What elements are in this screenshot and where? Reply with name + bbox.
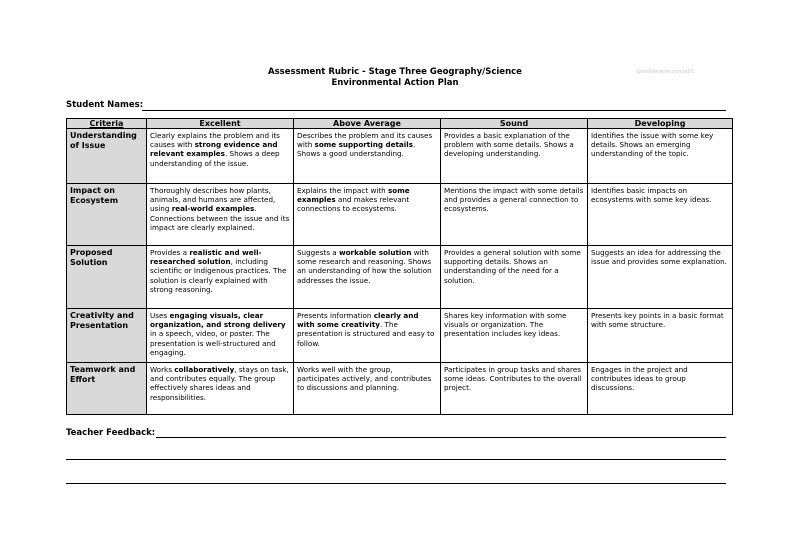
descriptor-text: Explains the impact with: [297, 186, 388, 195]
descriptor-excellent: [147, 129, 294, 184]
descriptor-above-average: [294, 184, 441, 246]
descriptor-emphasis: some supporting details: [314, 140, 413, 150]
table-row: [67, 363, 733, 415]
criteria-cell: Teamwork and Effort: [67, 363, 147, 415]
descriptor-text: Engages in the project and contributes ideas to group discussions.: [591, 365, 688, 393]
descriptor-text: Clearly explains the problem and its causes with: [150, 131, 280, 150]
descriptor-text: Provides a basic explanation of the problem with some details. Shows a developing understanding.: [444, 131, 574, 159]
descriptor-text: Shares key information with some visuals or organization. The presentation includes key ideas.: [444, 311, 567, 339]
descriptor-text: Mentions the impact with some details and provides a general connection to ecosystems.: [444, 186, 584, 214]
descriptor-developing: [588, 246, 733, 309]
descriptor-text: . Shows a good understanding.: [297, 140, 416, 159]
student-names-line: [142, 110, 726, 111]
criteria-cell: Impact on Ecosystem: [67, 184, 147, 246]
descriptor-excellent: [147, 363, 294, 415]
descriptor-text: Provides a general solution with some supporting details. Shows an understanding of the need for a solution.: [444, 248, 581, 285]
descriptor-emphasis: clearly and with some creativity: [297, 311, 419, 330]
descriptor-sound: [441, 129, 588, 184]
descriptor-text: Identifies basic impacts on ecosystems with some key ideas.: [591, 186, 712, 205]
table-row: [67, 246, 733, 309]
descriptor-sound: [441, 309, 588, 363]
descriptor-above-average: [294, 129, 441, 184]
descriptor-excellent: [147, 309, 294, 363]
descriptor-emphasis: realistic and well-researched solution: [150, 248, 262, 267]
descriptor-text: Presents key points in a basic format with some structure.: [591, 311, 724, 330]
descriptor-developing: [588, 184, 733, 246]
criteria-cell: Understanding of Issue: [67, 129, 147, 184]
descriptor-text: Describes the problem and its causes with: [297, 131, 433, 150]
table-row: [67, 184, 733, 246]
descriptor-developing: [588, 309, 733, 363]
descriptor-emphasis: strong evidence and relevant examples: [150, 140, 278, 159]
descriptor-text: Participates in group tasks and shares some ideas. Contributes to the overall project.: [444, 365, 582, 393]
descriptor-text: with some research and reasoning. Shows an understanding of how the solution addresses the issue.: [297, 248, 432, 285]
descriptor-excellent: [147, 184, 294, 246]
teacher-feedback-field: [66, 428, 726, 438]
criteria-cell: Creativity and Presentation: [67, 309, 147, 363]
descriptor-emphasis: real-world examples: [171, 204, 255, 214]
descriptor-text: , including scientific or Indigenous practices. The solution is clearly explained with strong reasoning.: [150, 257, 287, 294]
descriptor-above-average: [294, 246, 441, 309]
descriptor-text: and makes relevant connections to ecosystems.: [297, 195, 410, 214]
feedback-line: [66, 483, 726, 484]
descriptor-text: Identifies the issue with some key details. Shows an emerging understanding of the topic.: [591, 131, 714, 159]
criteria-cell: Proposed Solution: [67, 246, 147, 309]
descriptor-developing: [588, 129, 733, 184]
title-line-1: Assessment Rubric - Stage Three Geography/Science: [268, 67, 522, 77]
descriptor-developing: [588, 363, 733, 415]
descriptor-text: Works well with the group, participates actively, and contributes to discussions and planning.: [297, 365, 432, 393]
student-names-field: [66, 100, 726, 112]
column-header-criteria: Criteria: [67, 119, 147, 129]
descriptor-text: . The presentation is structured and easy to follow.: [297, 320, 435, 348]
header-row: [67, 119, 733, 129]
descriptor-above-average: [294, 363, 441, 415]
student-names-label: Student Names:: [66, 100, 144, 110]
title-line-2: Environmental Action Plan: [331, 78, 459, 88]
column-header-above-average: Above Average: [294, 119, 441, 129]
feedback-line: [156, 437, 726, 438]
watermark: @stellamariecorinna01: [636, 69, 694, 75]
descriptor-text: in a speech, video, or poster. The presentation is well-structured and engaging.: [150, 329, 276, 357]
descriptor-excellent: [147, 246, 294, 309]
descriptor-above-average: [294, 309, 441, 363]
descriptor-text: Provides a: [150, 248, 190, 257]
table-row: [67, 309, 733, 363]
descriptor-sound: [441, 246, 588, 309]
teacher-feedback-label: Teacher Feedback:: [66, 428, 156, 438]
descriptor-emphasis: workable solution: [338, 248, 412, 257]
descriptor-text: Suggests a: [297, 248, 339, 257]
descriptor-text: Presents information: [297, 311, 374, 320]
descriptor-emphasis: some examples: [297, 186, 410, 205]
descriptor-text: . Shows a deep understanding of the issue.: [150, 149, 280, 168]
column-header-excellent: Excellent: [147, 119, 294, 129]
table-row: [67, 129, 733, 184]
column-header-sound: Sound: [441, 119, 588, 129]
feedback-line: [66, 459, 726, 460]
descriptor-text: Uses: [150, 311, 170, 320]
descriptor-sound: [441, 184, 588, 246]
descriptor-text: . Connections between the issue and its impact are clearly explained.: [150, 204, 290, 232]
descriptor-text: Thoroughly describes how plants, animals, and humans are affected, using: [150, 186, 276, 214]
descriptor-text: Suggests an idea for addressing the issue and provides some explanation.: [591, 248, 727, 267]
descriptor-sound: [441, 363, 588, 415]
rubric-table: [66, 118, 733, 415]
descriptor-text: Works: [150, 365, 175, 374]
descriptor-emphasis: engaging visuals, clear organization, and strong delivery: [150, 311, 286, 330]
descriptor-text: , stays on task, and contributes equally. The group effectively shares ideas and responsibilities.: [150, 365, 289, 402]
descriptor-emphasis: collaboratively: [174, 365, 235, 374]
column-header-developing: Developing: [588, 119, 733, 129]
